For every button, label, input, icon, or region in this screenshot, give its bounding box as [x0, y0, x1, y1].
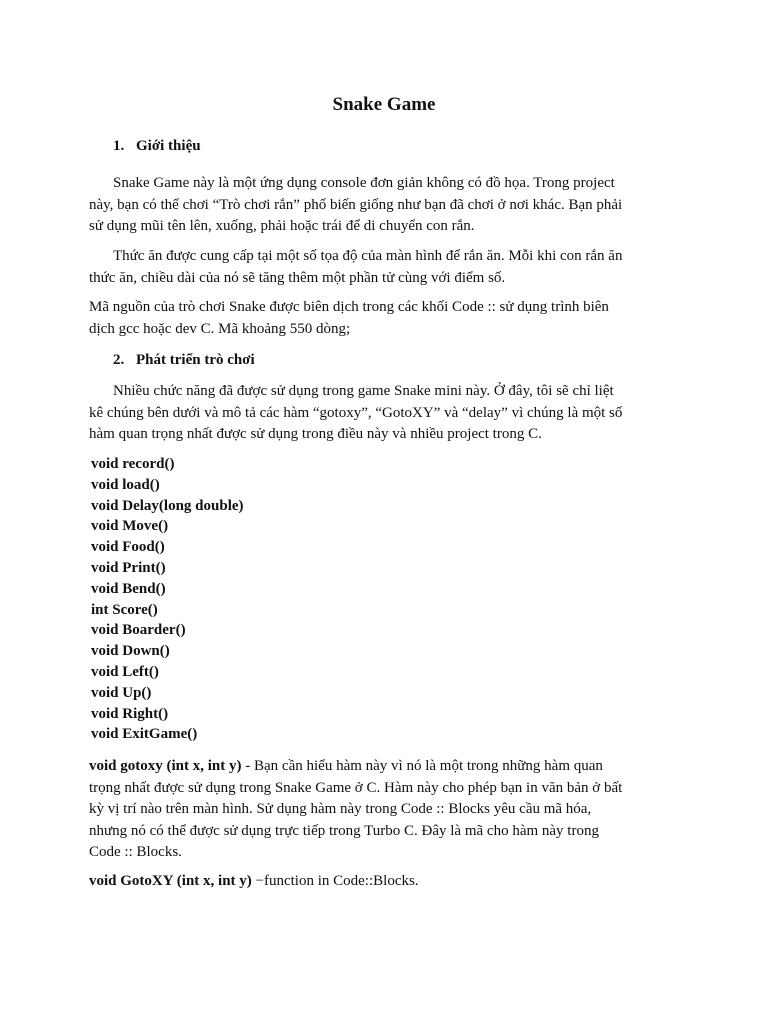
paragraph-line: Nhiều chức năng đã được sử dụng trong game Snake mini này. Ở đây, tôi sẽ chỉ liệt: [113, 383, 614, 399]
intro-paragraph-3: [89, 297, 679, 340]
function-item: void Print(): [91, 559, 166, 576]
section-number: 1.: [113, 138, 125, 154]
function-item: void load(): [91, 476, 160, 493]
function-item: void Boarder(): [91, 622, 186, 639]
function-item: void ExitGame(): [91, 726, 198, 743]
paragraph-line: nhưng nó có thể được sử dụng trực tiếp trong Turbo C. Đây là mã cho hàm này trong: [89, 822, 599, 839]
section-title: Giới thiệu: [136, 138, 201, 154]
function-item: void Down(): [91, 643, 170, 660]
function-signature: void GotoXY (int x, int y): [89, 873, 252, 889]
paragraph-line: Code :: Blocks.: [89, 844, 182, 860]
intro-paragraph-2: [89, 246, 679, 289]
paragraph-line: này, bạn có thể chơi “Trò chơi rắn” phổ biến giống như bạn đã chơi ở nơi khác. Bạn phải: [89, 196, 623, 213]
section-heading-development: [113, 350, 255, 370]
paragraph-line: Mã nguồn của trò chơi Snake được biên dịch trong các khối Code :: sử dụng trình biên: [89, 299, 609, 315]
paragraph-line: kỳ vị trí nào trên màn hình. Sử dụng hàm này trong Code :: Blocks yêu cầu mã hóa,: [89, 801, 592, 817]
paragraph-line: [89, 871, 679, 893]
paragraph-line: hàm quan trọng nhất được sử dụng trong điều này và nhiều project trong C.: [89, 426, 542, 442]
paragraph-line: kê chúng bên dưới và mô tả các hàm “gotoxy”, “GotoXY” và “delay” vì chúng là một số: [89, 404, 623, 421]
paragraph-line: Snake Game này là một ứng dụng console đơn giản không có đồ họa. Trong project: [113, 175, 615, 191]
function-list: [91, 454, 244, 745]
paragraph-line: thức ăn, chiều dài của nó sẽ tăng thêm một phần tử cùng với điểm số.: [89, 269, 506, 286]
paragraph-text: - Bạn cần hiểu hàm này vì nó là một trong những hàm quan: [241, 758, 603, 774]
function-item: int Score(): [91, 601, 158, 618]
paragraph-line: [89, 756, 679, 778]
paragraph-line: sử dụng mũi tên lên, xuống, phải hoặc trái để di chuyển con rắn.: [89, 218, 475, 234]
paragraph-line: trọng nhất được sử dụng trong Snake Game ở C. Hàm này cho phép bạn in văn bản ở bất: [89, 779, 623, 796]
development-paragraph: [89, 381, 679, 446]
section-title: Phát triển trò chơi: [136, 352, 255, 368]
gotoxy-upper-paragraph: [89, 871, 679, 893]
function-item: void Right(): [91, 705, 169, 722]
intro-paragraph-1: [89, 173, 679, 238]
paragraph-line: Thức ăn được cung cấp tại một số tọa độ của màn hình để rắn ăn. Mỗi khi con rắn ăn: [113, 248, 623, 264]
paragraph-line: dịch gcc hoặc dev C. Mã khoảng 550 dòng;: [89, 320, 351, 337]
section-heading-intro: [113, 136, 201, 156]
gotoxy-paragraph: [89, 756, 679, 864]
function-item: void Up(): [91, 684, 152, 701]
function-item: void record(): [91, 456, 175, 472]
function-signature: void gotoxy (int x, int y): [89, 758, 242, 774]
page-title: Snake Game: [332, 94, 436, 115]
section-number: 2.: [113, 352, 125, 368]
function-item: void Delay(long double): [91, 497, 244, 514]
function-item: void Bend(): [91, 580, 166, 597]
function-item: void Left(): [91, 663, 159, 680]
function-item: void Food(): [91, 539, 165, 556]
paragraph-text: −function in Code::Blocks.: [251, 873, 419, 889]
function-item: void Move(): [91, 518, 169, 535]
